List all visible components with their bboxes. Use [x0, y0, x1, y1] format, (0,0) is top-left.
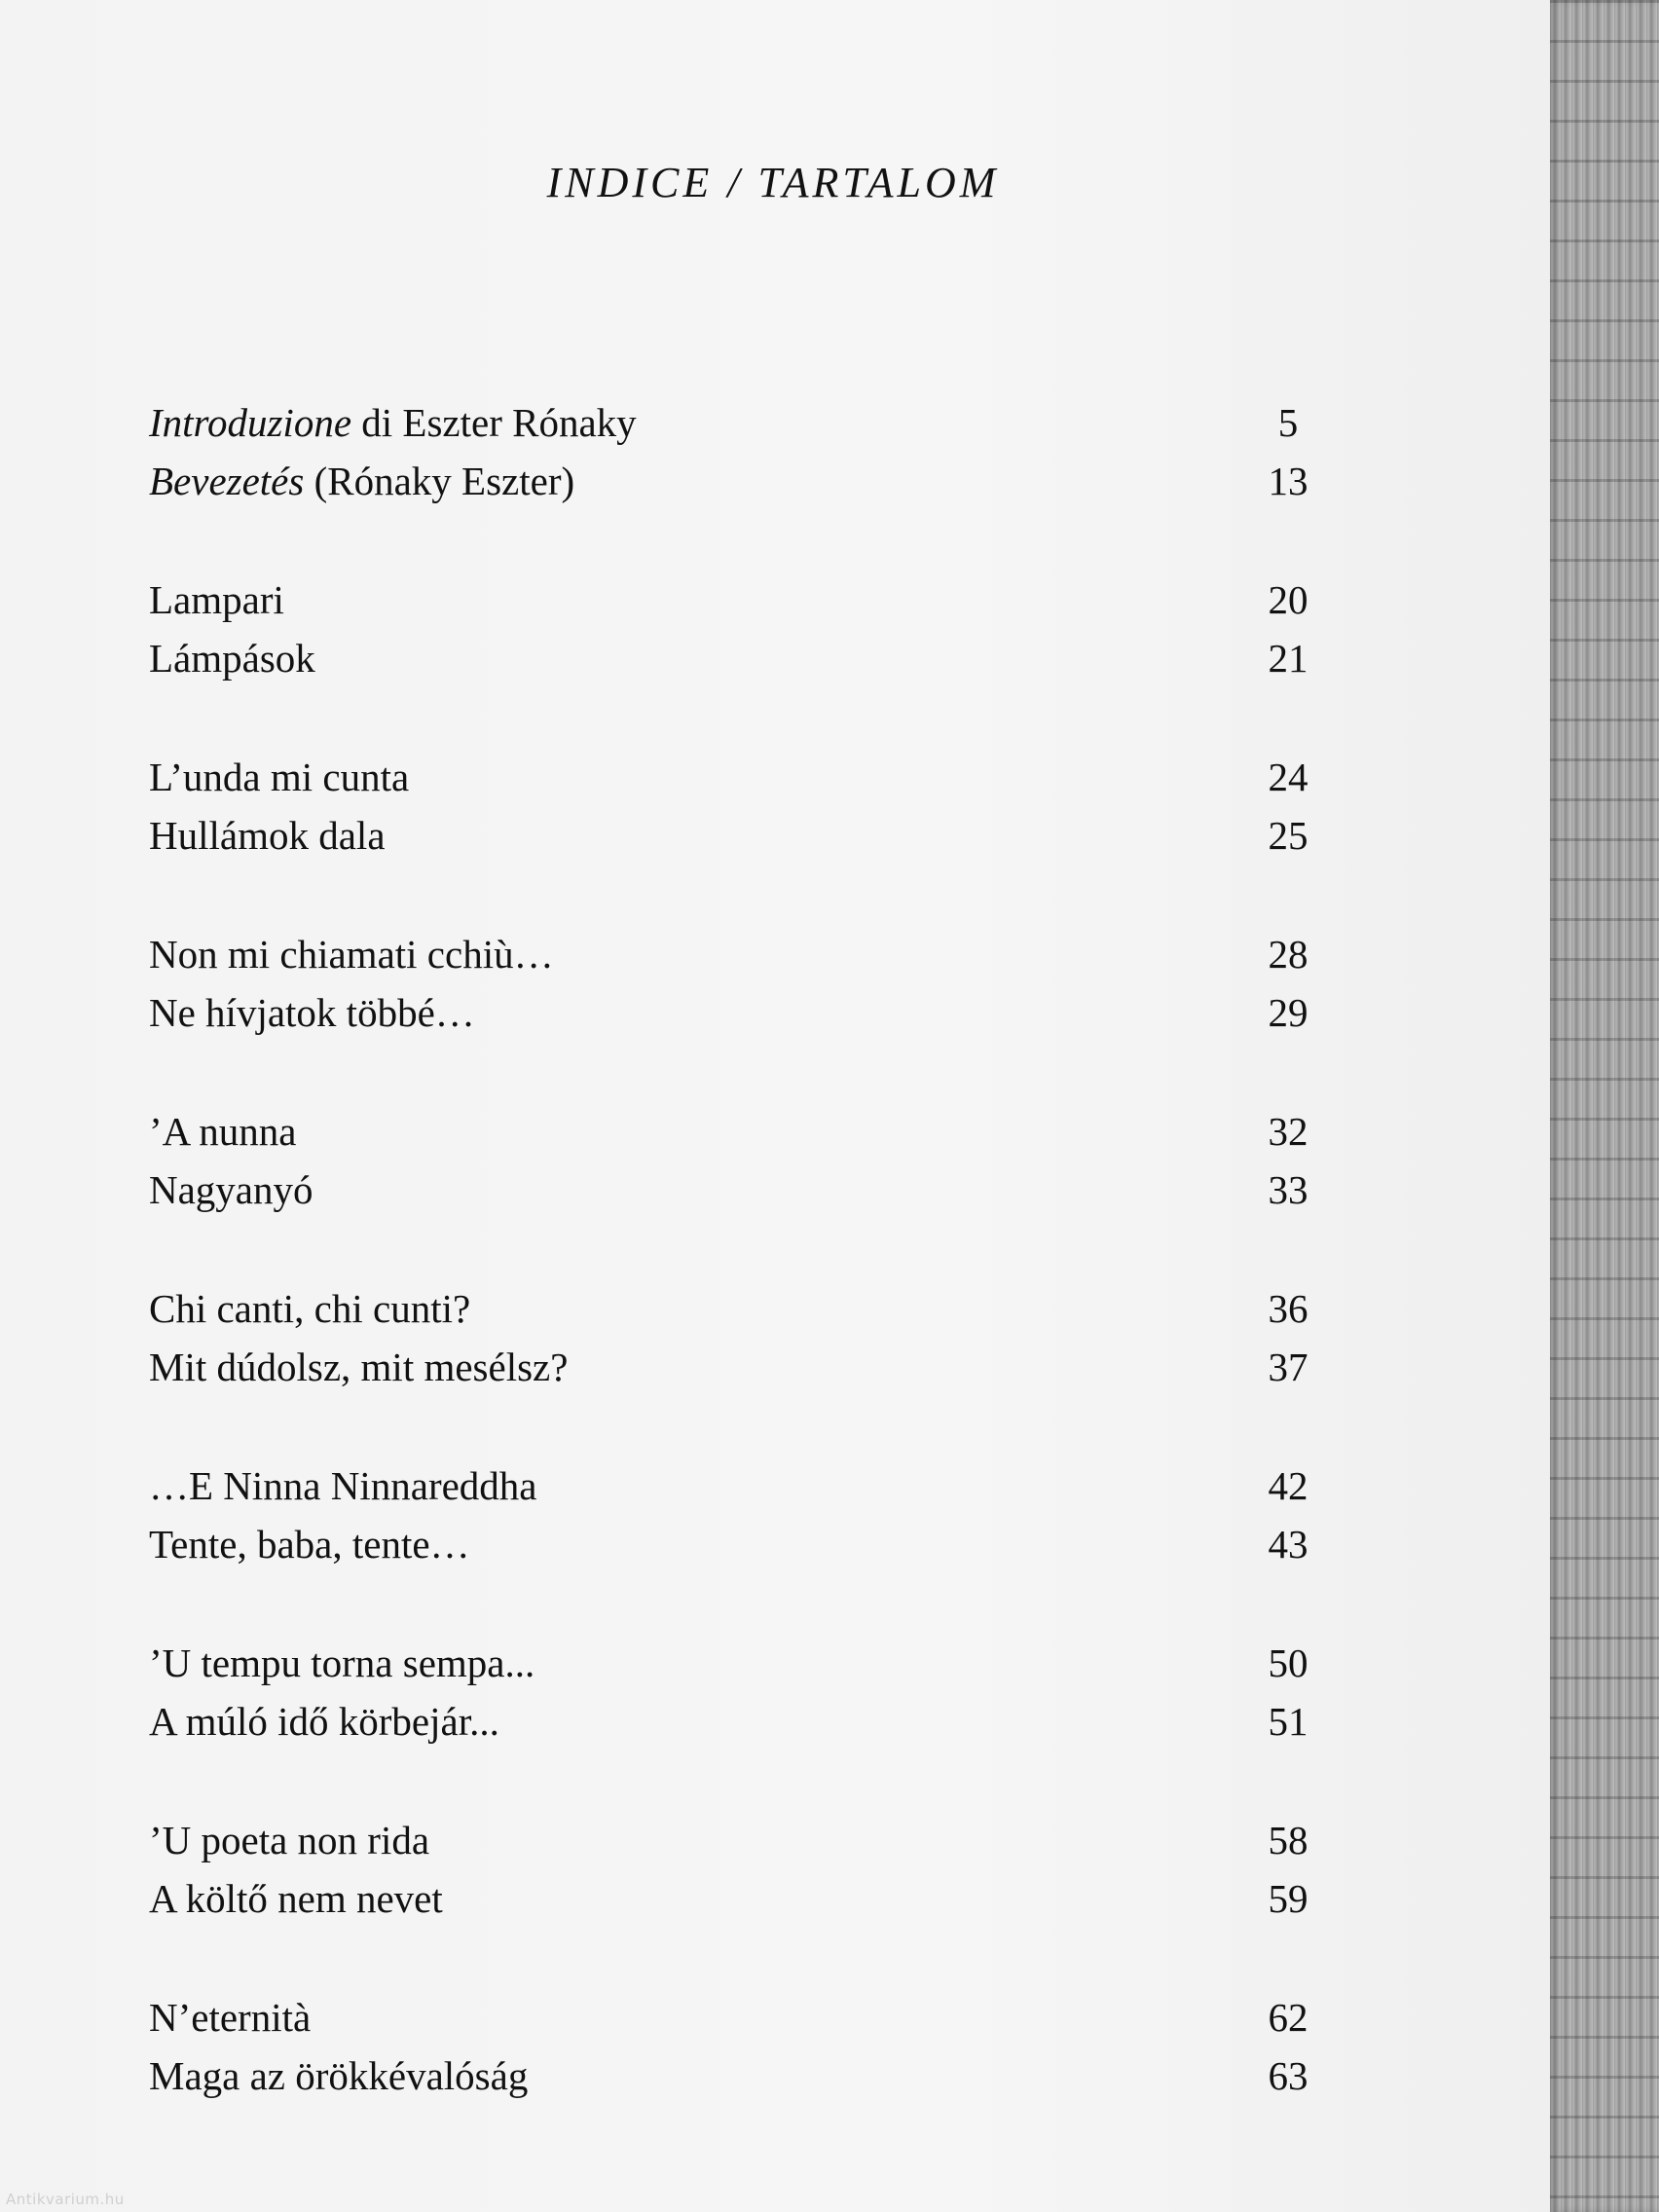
toc-group — [149, 1102, 1337, 1219]
toc-entry-page: 43 — [1268, 1522, 1309, 1567]
toc-entry — [149, 2046, 1337, 2105]
toc-entry-title: Nagyanyó — [149, 1167, 313, 1212]
toc-entry-page: 63 — [1268, 2053, 1309, 2098]
toc-entry-page: 13 — [1268, 459, 1309, 503]
toc-entry-title: Chi canti, chi cunti? — [149, 1286, 471, 1331]
toc-entry-title: Lampari — [149, 577, 284, 622]
toc-entry-page: 37 — [1268, 1345, 1309, 1389]
toc-entry-title: L’unda mi cunta — [149, 755, 410, 799]
toc-entry — [149, 1338, 1337, 1396]
toc-entry-page: 24 — [1268, 755, 1309, 799]
toc-entry-title-italic: Bevezetés — [149, 459, 305, 503]
page-title-text: INDICE / TARTALOM — [546, 159, 1000, 206]
toc-entry — [149, 1161, 1337, 1219]
toc-entry-title: A költő nem nevet — [149, 1876, 443, 1921]
toc-entry-title — [149, 393, 637, 452]
toc-entry-title: Mit dúdolsz, mit mesélsz? — [149, 1345, 569, 1389]
toc-entry-title: Non mi chiamati cchiù… — [149, 932, 554, 977]
toc-entry — [149, 925, 1337, 983]
toc-entry-page: 58 — [1268, 1818, 1309, 1862]
toc-entry — [149, 1692, 1337, 1751]
toc-group — [149, 571, 1337, 687]
toc-entry-page: 21 — [1268, 636, 1309, 681]
toc-group — [149, 1634, 1337, 1751]
toc-entry-page: 20 — [1268, 577, 1309, 622]
toc-entry — [149, 1869, 1337, 1928]
toc-group-intro — [149, 393, 1337, 510]
toc-entry — [149, 983, 1337, 1042]
toc-group — [149, 925, 1337, 1042]
toc-entry — [149, 1515, 1337, 1573]
toc-entry — [149, 1811, 1337, 1869]
toc-entry-page: 25 — [1268, 813, 1309, 858]
toc-entry-page: 36 — [1268, 1286, 1309, 1331]
toc-group — [149, 1811, 1337, 1928]
toc-entry — [149, 1279, 1337, 1338]
toc-entry-title: ’U tempu torna sempa... — [149, 1641, 535, 1685]
toc-entry-title — [149, 452, 574, 510]
toc-entry-title: ’U poeta non rida — [149, 1818, 430, 1862]
toc-entry-page: 5 — [1277, 400, 1299, 445]
toc-group — [149, 1279, 1337, 1396]
page-title — [0, 158, 1550, 207]
toc-group — [149, 1456, 1337, 1573]
toc-entry-page: 29 — [1268, 990, 1309, 1035]
toc-entry — [149, 1456, 1337, 1515]
toc-entry-title-rest: (Rónaky Eszter) — [304, 459, 575, 503]
toc-entry-title: N’eternità — [149, 1995, 312, 2040]
toc-entry-title-italic: Introduzione — [149, 400, 352, 445]
toc-group — [149, 1988, 1337, 2105]
toc-entry-title-rest: di Eszter Rónaky — [351, 400, 637, 445]
toc-entry-title: Hullámok dala — [149, 813, 386, 858]
watermark: Antikvarium.hu — [6, 2191, 125, 2208]
toc-entry — [149, 393, 1337, 452]
page-edge-texture — [1550, 0, 1659, 2212]
toc-entry-page: 42 — [1268, 1463, 1309, 1508]
toc-entry-page: 33 — [1268, 1167, 1309, 1212]
toc-entry-title: A múló idő körbejár... — [149, 1699, 499, 1744]
toc-entry-page: 50 — [1268, 1641, 1309, 1685]
toc-group — [149, 748, 1337, 865]
toc-entry-page: 51 — [1268, 1699, 1309, 1744]
toc-entry — [149, 571, 1337, 629]
toc-entry-page: 32 — [1268, 1109, 1309, 1154]
toc-entry — [149, 1634, 1337, 1692]
toc-entry-page: 28 — [1268, 932, 1309, 977]
toc-entry-title: ’A nunna — [149, 1109, 297, 1154]
toc-entry — [149, 748, 1337, 806]
toc-entry — [149, 452, 1337, 510]
table-of-contents — [149, 393, 1337, 2165]
toc-entry-title: Maga az örökkévalóság — [149, 2053, 529, 2098]
toc-entry — [149, 806, 1337, 865]
toc-entry-page: 59 — [1268, 1876, 1309, 1921]
toc-entry-page: 62 — [1268, 1995, 1309, 2040]
toc-entry-title: Tente, baba, tente… — [149, 1522, 470, 1567]
toc-entry — [149, 1102, 1337, 1161]
toc-entry — [149, 1988, 1337, 2046]
toc-entry — [149, 629, 1337, 687]
toc-entry-title: Ne hívjatok többé… — [149, 990, 475, 1035]
toc-entry-title: Lámpások — [149, 636, 315, 681]
toc-entry-title: …E Ninna Ninnareddha — [149, 1463, 537, 1508]
